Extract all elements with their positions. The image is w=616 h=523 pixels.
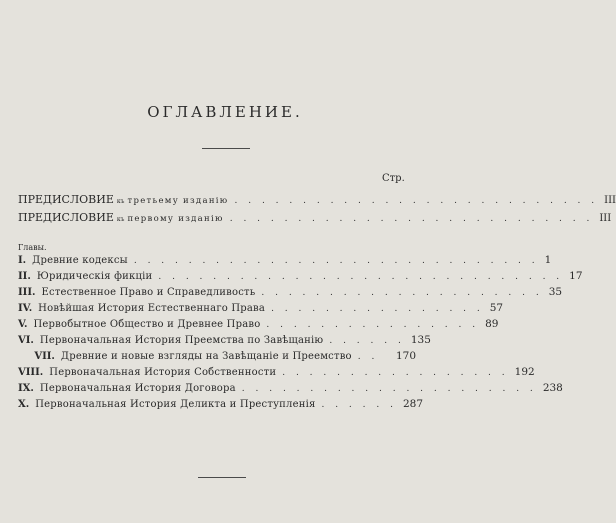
preface-entry bbox=[18, 211, 612, 224]
chapter-row bbox=[18, 302, 504, 318]
chapter-number: VIII. bbox=[18, 367, 44, 378]
dot-leader: . . . . . . bbox=[329, 336, 405, 346]
chapter-title: Первоначальная История Деликта и Преступленія bbox=[35, 399, 316, 410]
preface-main: ПРЕДИСЛОВИЕ bbox=[18, 211, 114, 224]
chapter-row bbox=[18, 286, 563, 302]
dot-leader: . . . . . . bbox=[321, 400, 397, 410]
dot-leader: . . . . . . . . . . . . . . . . bbox=[271, 304, 484, 314]
preface-entry bbox=[18, 193, 616, 206]
chapter-number: II. bbox=[18, 271, 31, 282]
dot-leader: . . bbox=[357, 352, 379, 362]
chapter-row bbox=[18, 254, 552, 270]
dot-leader: . . . . . . . . . . . . . . . . . . . . . . . . . . . bbox=[234, 196, 599, 206]
chapter-number: IV. bbox=[18, 303, 33, 314]
chapter-row bbox=[18, 398, 424, 414]
chapter-number: VI. bbox=[18, 335, 34, 346]
chapter-number: VII. bbox=[34, 351, 55, 362]
page-column-label: Стр. bbox=[382, 173, 405, 184]
preface-main: ПРЕДИСЛОВИЕ bbox=[18, 193, 114, 206]
chapter-row bbox=[18, 334, 431, 350]
chapters-label: Главы. bbox=[18, 243, 47, 252]
chapter-row bbox=[18, 382, 563, 398]
chapter-page: 170 bbox=[395, 350, 416, 362]
chapter-row bbox=[18, 350, 416, 366]
chapter-page: 57 bbox=[489, 302, 504, 314]
dot-leader: . . . . . . . . . . . . . . . . . . . . . . . . . . . bbox=[229, 214, 594, 224]
preface-page: III bbox=[599, 213, 612, 224]
chapter-number: III. bbox=[18, 287, 36, 298]
chapter-page: 238 bbox=[542, 382, 563, 394]
page-title: ОГЛАВЛЕНИЕ. bbox=[147, 103, 303, 121]
preface-subtitle: первому изданію bbox=[127, 214, 224, 224]
chapter-title: Первоначальная История Преемства по Завѣщанію bbox=[39, 335, 324, 346]
chapter-page: 135 bbox=[410, 334, 431, 346]
chapter-title: Новѣйшая История Естественнаго Права bbox=[38, 303, 266, 314]
dot-leader: . . . . . . . . . . . . . . . . . . . . . bbox=[261, 288, 543, 298]
chapter-title: Древние кодексы bbox=[32, 255, 128, 266]
chapter-row bbox=[18, 318, 499, 334]
chapter-number: V. bbox=[18, 319, 28, 330]
chapter-page: 1 bbox=[544, 254, 552, 266]
preface-preposition: къ bbox=[116, 216, 125, 223]
preface-preposition: къ bbox=[116, 198, 125, 205]
chapter-row bbox=[18, 366, 535, 382]
chapter-page: 17 bbox=[569, 270, 583, 282]
dot-leader: . . . . . . . . . . . . . . . . . bbox=[282, 368, 509, 378]
chapter-number: I. bbox=[18, 255, 27, 266]
dot-leader: . . . . . . . . . . . . . . . . . . . . . . bbox=[241, 384, 537, 394]
dot-leader: . . . . . . . . . . . . . . . . . . . . . . . . . . . . . . bbox=[158, 272, 564, 282]
chapter-title: Естественное Право и Справедливость bbox=[41, 287, 256, 298]
chapter-title: Древние и новые взгляды на Завѣщаніе и Преемство bbox=[60, 351, 352, 362]
chapter-page: 287 bbox=[402, 398, 424, 410]
chapter-title: Первобытное Общество и Древнее Право bbox=[33, 319, 261, 330]
title-divider bbox=[202, 148, 250, 149]
chapter-title: Первоначальная История Договора bbox=[39, 383, 236, 394]
preface-page: III bbox=[604, 195, 616, 206]
chapter-number: IX. bbox=[18, 383, 34, 394]
chapter-title: Первоначальная История Собственности bbox=[49, 367, 277, 378]
chapter-row bbox=[18, 270, 583, 286]
chapter-title: Юридическія фикціи bbox=[36, 271, 153, 282]
chapter-number: X. bbox=[18, 399, 30, 410]
preface-subtitle: третьему изданію bbox=[127, 196, 229, 206]
chapter-page: 192 bbox=[514, 366, 535, 378]
bottom-divider bbox=[198, 477, 246, 478]
chapter-page: 35 bbox=[548, 286, 563, 298]
dot-leader: . . . . . . . . . . . . . . . . bbox=[266, 320, 480, 330]
chapter-page: 89 bbox=[485, 318, 499, 330]
dot-leader: . . . . . . . . . . . . . . . . . . . . . . . . . . . . . . bbox=[133, 256, 539, 266]
